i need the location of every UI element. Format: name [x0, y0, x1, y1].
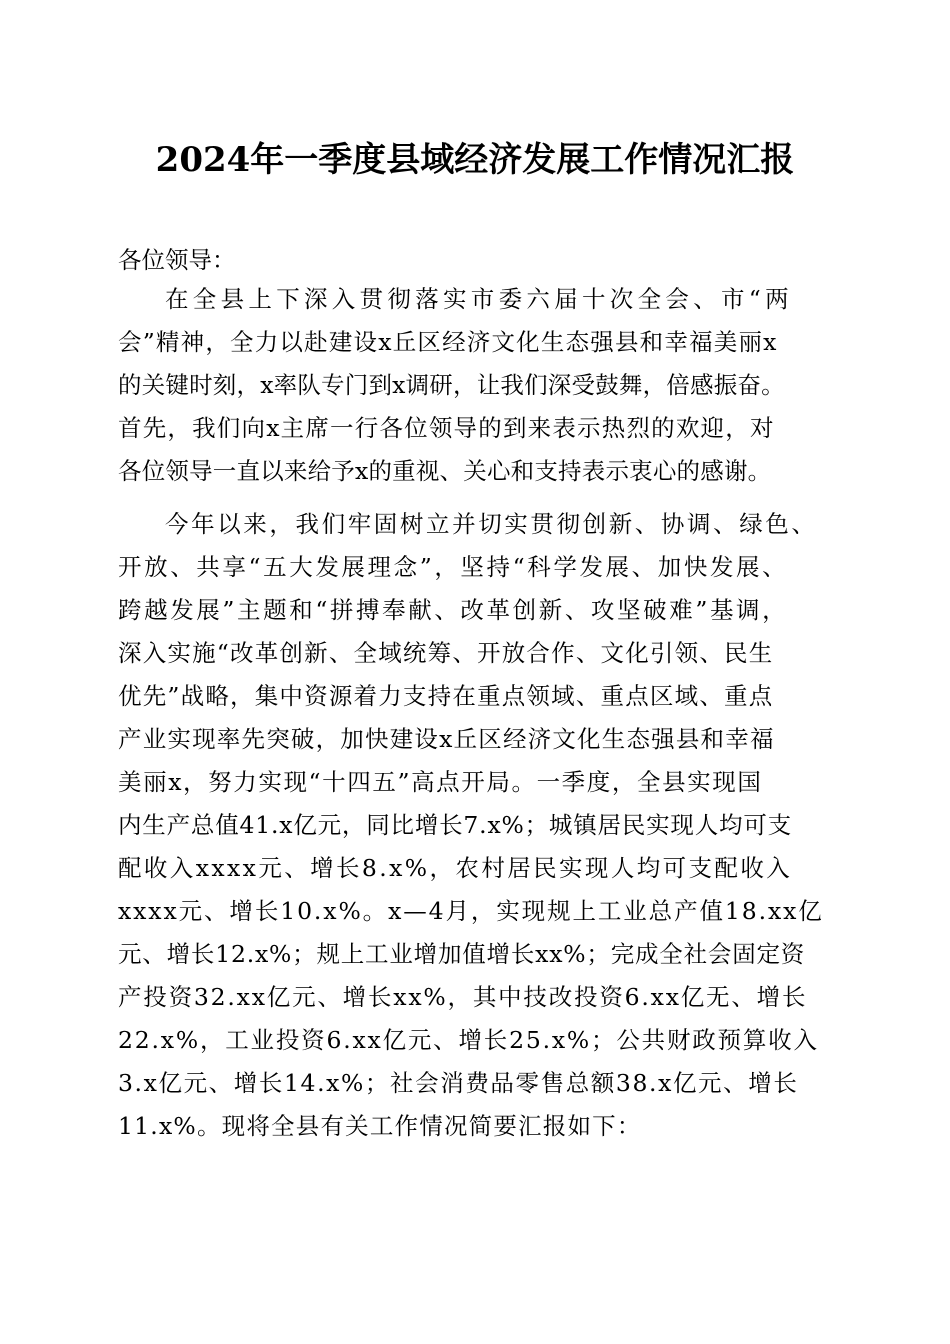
paragraph-1-line: 会”精神，全力以赴建设x丘区经济文化生态强县和幸福美丽x: [118, 328, 778, 356]
paragraph-2-line: 元、增长12.x%；规上工业增加值增长xx%；完成全社会固定资: [118, 940, 806, 968]
paragraph-2-line: 3.x亿元、增长14.x%；社会消费品零售总额38.x亿元、增长: [118, 1069, 799, 1097]
paragraph-2-line: xxxx元、增长10.x%。x—4月，实现规上工业总产值18.xx亿: [118, 897, 824, 925]
paragraph-2-line: 产投资32.xx亿元、增长xx%，其中技改投资6.xx亿无、增长: [118, 983, 808, 1011]
paragraph-1-line: 的关键时刻，x率队专门到x调研，让我们深受鼓舞，倍感振奋。: [118, 371, 785, 399]
paragraph-2-line: 配收入xxxx元、增长8.x%，农村居民实现人均可支配收入: [118, 854, 793, 882]
paragraph-2-line: 深入实施“改革创新、全域统筹、开放合作、文化引领、民生: [118, 639, 774, 667]
paragraph-1-line: 在全县上下深入贯彻落实市委六届十次全会、市“两: [165, 285, 793, 313]
paragraph-2-line: 开放、共享“五大发展理念”，坚持“科学发展、加快发展、: [118, 553, 789, 581]
paragraph-2-line: 美丽x，努力实现“十四五”高点开局。一季度，全县实现国: [118, 768, 763, 796]
paragraph-2-line: 产业实现率先突破，加快建设x丘区经济文化生态强县和幸福: [118, 725, 775, 753]
paragraph-2-line: 内生产总值41.x亿元，同比增长7.x%；城镇居民实现人均可支: [118, 811, 792, 839]
paragraph-2-line: 今年以来，我们牢固树立并切实贯彻创新、协调、绿色、: [165, 510, 818, 538]
paragraph-1-line: 首先，我们向x主席一行各位领导的到来表示热烈的欢迎，对: [118, 414, 775, 442]
paragraph-2-line: 优先”战略，集中资源着力支持在重点领域、重点区域、重点: [118, 682, 774, 710]
paragraph-2-line: 22.x%，工业投资6.xx亿元、增长25.x%；公共财政预算收入: [118, 1026, 819, 1054]
paragraph-2-line: 11.x%。现将全县有关工作情况简要汇报如下：: [118, 1112, 642, 1140]
paragraph-2-line: 跨越发展”主题和“拼搏奉献、改革创新、攻坚破难”基调，: [118, 596, 789, 624]
paragraph-1-line: 各位领导一直以来给予x的重视、关心和支持表示衷心的感谢。: [118, 457, 772, 485]
salutation: 各位领导：: [118, 246, 236, 274]
document-title: 2024年一季度县域经济发展工作情况汇报: [155, 140, 795, 180]
